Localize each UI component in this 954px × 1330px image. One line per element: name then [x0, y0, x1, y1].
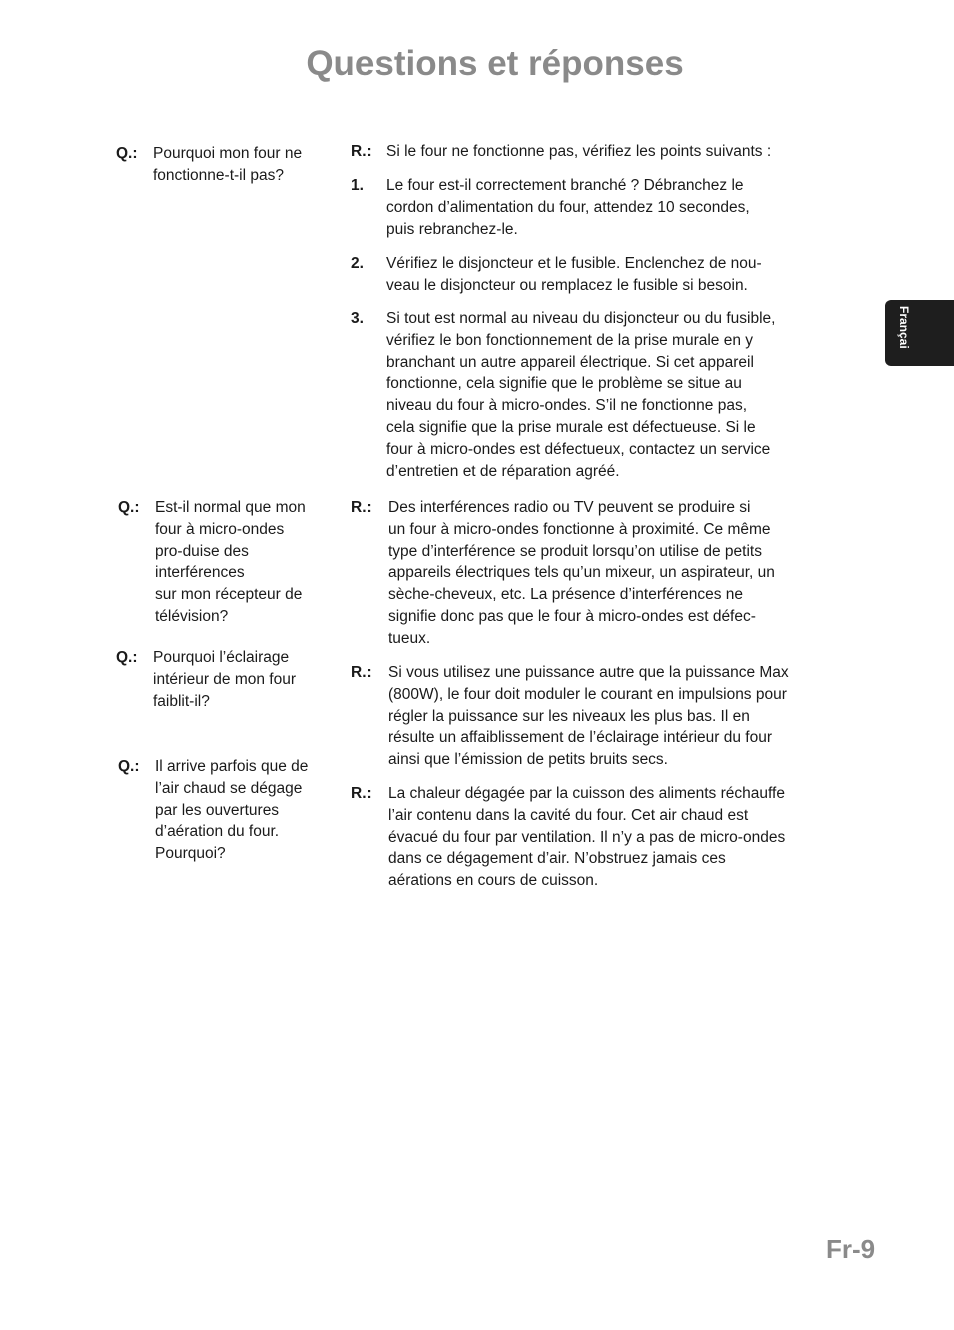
step-3	[351, 308, 851, 482]
answer-2	[351, 497, 851, 650]
step-1	[351, 175, 851, 240]
answer-3	[351, 662, 851, 771]
answer-text: La chaleur dégagée par la cuisson des aliments réchauffe l’air contenu dans la cavité du four. Cet air chaud est évacué du four par ventilation. Il n’y a pas de micro-ondes dans ce dégagement d’air. N’obstruez jamais ces aérations en cours de cuisson.	[388, 785, 786, 890]
answer-label: R.:	[351, 143, 372, 160]
question-text: Pourquoi l’éclairage intérieur de mon four faiblit-il?	[153, 649, 297, 710]
answer-text: Si vous utilisez une puissance autre que la puissance Max (800W), le four doit moduler le courant en impulsions pour régler la puissance sur les niveaux les plus bas. Il en résulte un affaiblissement de l’éclairage intérieur du four ainsi que l’émission de petits bruits secs.	[388, 664, 789, 769]
question-label: Q.:	[116, 145, 138, 162]
question-label: Q.:	[118, 758, 140, 775]
answer-text: Si le four ne fonctionne pas, vérifiez les points suivants :	[386, 143, 772, 160]
answer-4	[351, 783, 851, 892]
question-3	[116, 647, 336, 712]
answer-text: Des interférences radio ou TV peuvent se produire si un four à micro-ondes fonctionne à proximité. Ce même type d’interférence se produit lorsqu’on utilise de petits appareils électriques tels qu’un mixeur, un aspirateur, un sèche-cheveux, etc. La présence d’interférences ne signifie donc pas que le four à micro-ondes est défec- tueux.	[388, 499, 775, 647]
answer-1	[351, 141, 851, 163]
question-label: Q.:	[116, 649, 138, 666]
answer-label: R.:	[351, 785, 372, 802]
question-text: Pourquoi mon four ne fonctionne-t-il pas?	[153, 145, 303, 184]
step-number: 3.	[351, 310, 364, 327]
language-tab	[885, 300, 954, 366]
question-2	[118, 497, 338, 628]
question-label: Q.:	[118, 499, 140, 516]
page-title: Questions et réponses	[306, 44, 684, 83]
step-number: 1.	[351, 177, 364, 194]
question-text: Il arrive parfois que de l’air chaud se dégage par les ouvertures d’aération du four. Pourquoi?	[155, 758, 309, 863]
answer-label: R.:	[351, 664, 372, 681]
step-text: Le four est-il correctement branché ? Débranchez le cordon d’alimentation du four, attendez 10 secondes, puis rebranchez-le.	[386, 177, 750, 238]
language-tab-label: Françai	[897, 306, 911, 349]
step-text: Si tout est normal au niveau du disjoncteur ou du fusible, vérifiez le bon fonctionnement de la prise murale en y branchant un autre appareil électrique. Si cet appareil fonctionne, cela signifie que le problème se situe au niveau du four à micro-ondes. S’il ne fonctionne pas, cela signifie que la prise murale est défectueuse. Si le four à micro-ondes est défectueux, contactez un service d’entretien et de réparation agréé.	[386, 310, 776, 480]
page-number: Fr-9	[826, 1234, 876, 1264]
question-text: Est-il normal que mon four à micro-ondes pro-duise des interférences sur mon récepteur de télévision?	[155, 499, 306, 625]
step-text: Vérifiez le disjoncteur et le fusible. Enclenchez de nou- veau le disjoncteur ou remplacez le fusible si besoin.	[386, 255, 762, 294]
step-2	[351, 253, 851, 297]
answer-label: R.:	[351, 499, 372, 516]
question-1	[116, 143, 336, 187]
question-4	[118, 756, 338, 865]
step-number: 2.	[351, 255, 364, 272]
